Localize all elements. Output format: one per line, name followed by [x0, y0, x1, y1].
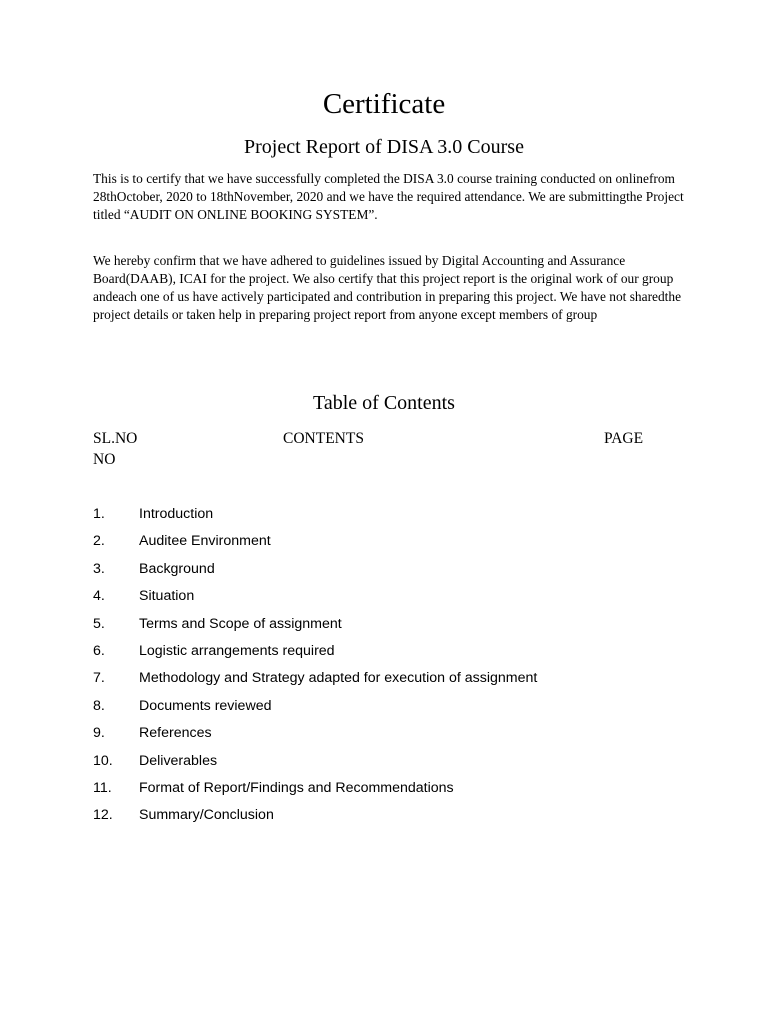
toc-header-row — [93, 428, 693, 472]
toc-item-text: Situation — [139, 588, 195, 605]
confirmation-paragraph: We hereby confirm that we have adhered to guidelines issued by Digital Accounting and Assurance Board(DAAB), ICAI for the project. We also certify that this project report is the original work of our group andeach one of us have actively participated and contribution in preparing this project. We have not sharedthe project details or taken help in preparing project report from anyone except members of group — [93, 253, 682, 322]
toc-item-number: 2. — [93, 533, 105, 550]
toc-item-number: 3. — [93, 560, 105, 577]
toc-heading: Table of Contents — [313, 392, 455, 414]
toc-item — [93, 532, 713, 559]
toc-item-number: 8. — [93, 697, 105, 714]
toc-item-number: 10. — [93, 752, 113, 769]
toc-item-text: Summary/Conclusion — [139, 807, 274, 824]
toc-header-contents: CONTENTS — [283, 430, 364, 447]
toc-item — [93, 779, 713, 806]
toc-item-text: Deliverables — [139, 752, 218, 769]
certification-paragraph: This is to certify that we have successfully completed the DISA 3.0 course training conducted on onlinefrom 28thOctober, 2020 to 18thNovember, 2020 and we have the required attendance. We are submittingthe Project titled “AUDIT ON ONLINE BOOKING SYSTEM”. — [93, 171, 684, 222]
toc-item-number: 11. — [93, 779, 112, 796]
toc-item-text: Auditee Environment — [139, 533, 271, 550]
toc-item — [93, 615, 713, 642]
toc-item — [93, 587, 713, 614]
toc-item-number: 12. — [93, 807, 113, 824]
toc-item — [93, 724, 713, 751]
project-report-subtitle: Project Report of DISA 3.0 Course — [244, 136, 524, 158]
toc-item — [93, 560, 713, 587]
toc-item-text: Format of Report/Findings and Recommendations — [139, 779, 454, 796]
toc-item-text: Background — [139, 560, 215, 577]
toc-item — [93, 669, 713, 696]
toc-header-sl-no: SL.NO — [93, 430, 138, 447]
toc-item-number: 6. — [93, 642, 105, 659]
toc-item-text: Logistic arrangements required — [139, 642, 335, 659]
toc-item — [93, 806, 713, 833]
toc-item — [93, 697, 713, 724]
toc-item-number: 1. — [93, 506, 105, 522]
toc-header-page-no: NO — [93, 451, 116, 468]
toc-item — [93, 505, 713, 532]
toc-header-page: PAGE — [604, 430, 644, 447]
toc-item-number: 9. — [93, 725, 105, 742]
toc-item-number: 5. — [93, 615, 105, 632]
toc-item — [93, 752, 713, 779]
toc-item-number: 7. — [93, 670, 105, 687]
toc-list — [93, 505, 713, 834]
toc-item-text: Documents reviewed — [139, 697, 272, 714]
toc-item — [93, 642, 713, 669]
certificate-title: Certificate — [322, 88, 446, 120]
toc-item-text: Methodology and Strategy adapted for execution of assignment — [139, 670, 538, 687]
toc-item-text: References — [139, 725, 212, 742]
toc-item-text: Terms and Scope of assignment — [139, 615, 342, 632]
toc-item-number: 4. — [93, 588, 105, 605]
toc-item-text: Introduction — [139, 506, 214, 522]
